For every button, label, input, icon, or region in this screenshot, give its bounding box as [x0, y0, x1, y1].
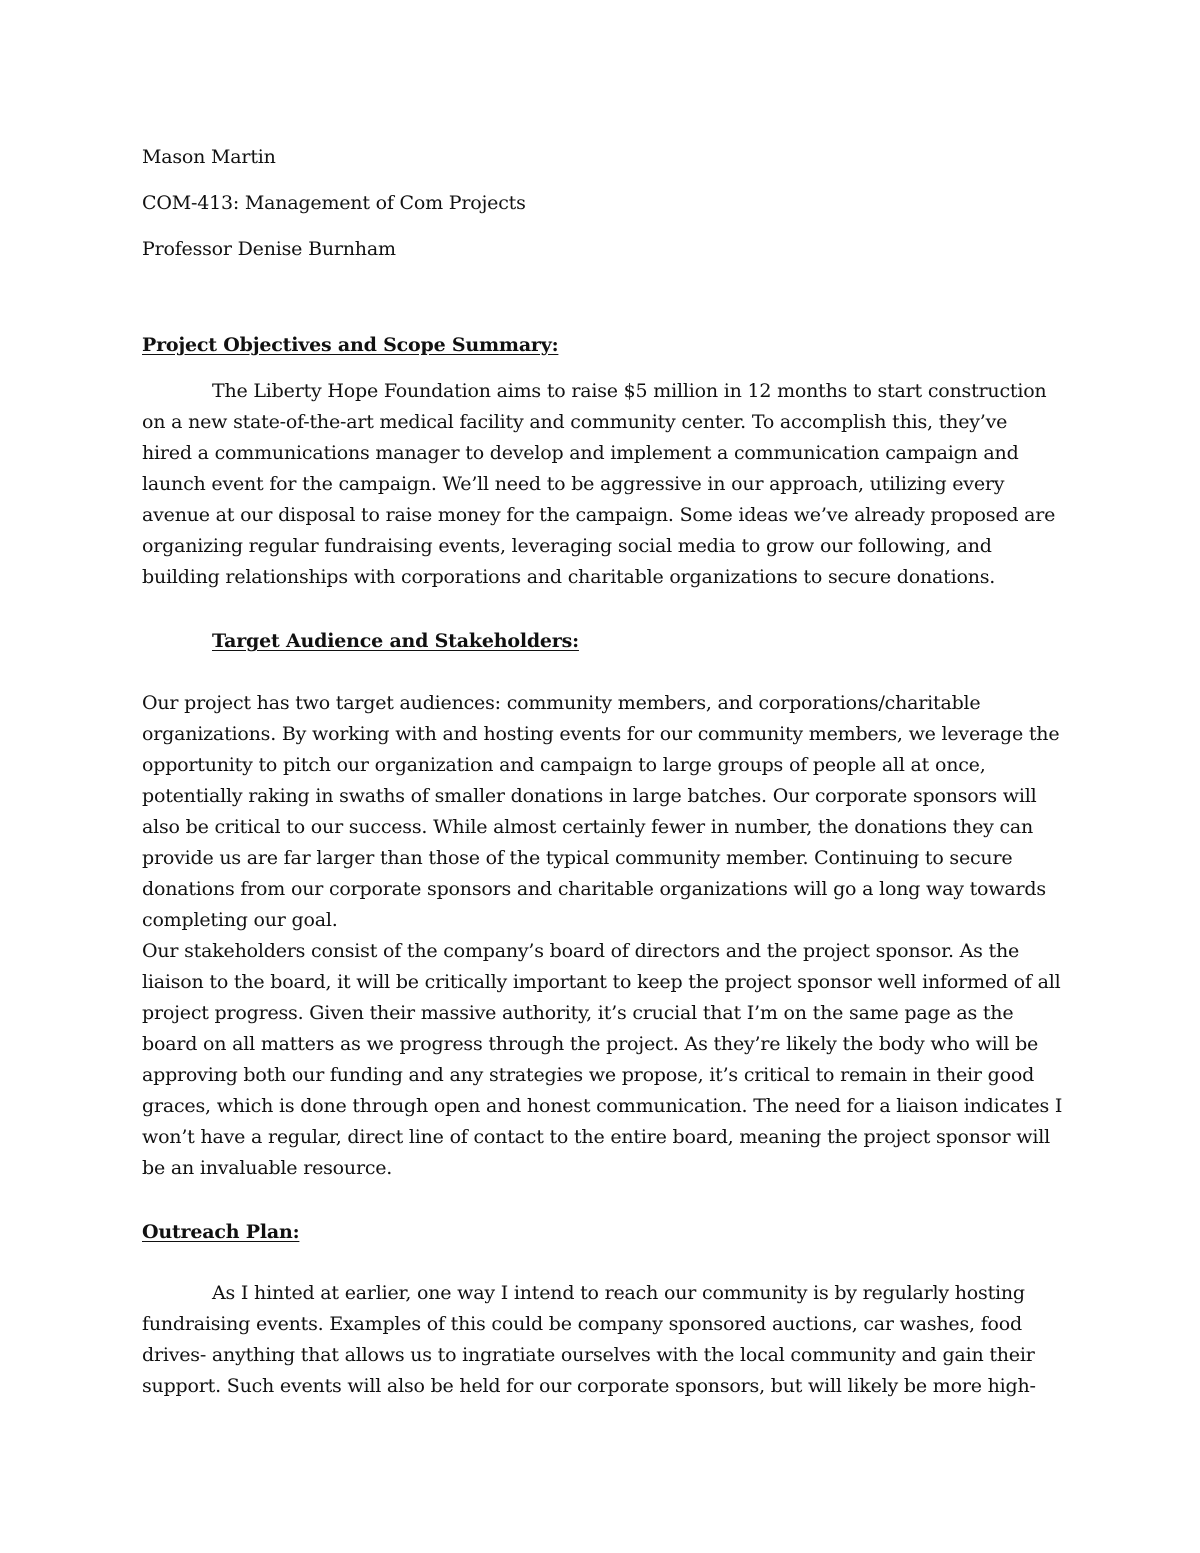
paragraph-line: organizations. By working with and hosting events for our community members, we leverage the [142, 723, 1060, 745]
paragraph-line: won’t have a regular, direct line of contact to the entire board, meaning the project sponsor will [142, 1126, 1050, 1148]
paragraph-line: approving both our funding and any strategies we propose, it’s critical to remain in their good [142, 1064, 1035, 1086]
paragraph-line: project progress. Given their massive authority, it’s crucial that I’m on the same page as the [142, 1002, 1014, 1024]
paragraph-line: avenue at our disposal to raise money for the campaign. Some ideas we’ve already proposed are [142, 504, 1056, 526]
paragraph-line: drives- anything that allows us to ingratiate ourselves with the local community and gain their [142, 1344, 1035, 1366]
paragraph-line: completing our goal. [142, 909, 338, 931]
paragraph-line: support. Such events will also be held for our corporate sponsors, but will likely be more high- [142, 1375, 1036, 1397]
paragraph-line: also be critical to our success. While almost certainly fewer in number, the donations they can [142, 816, 1034, 838]
paragraph-line: opportunity to pitch our organization and campaign to large groups of people all at once, [142, 754, 986, 776]
paragraph-line: building relationships with corporations and charitable organizations to secure donations. [142, 566, 996, 588]
paragraph-line: The Liberty Hope Foundation aims to raise $5 million in 12 months to start construction [212, 380, 1047, 402]
professor-name: Professor Denise Burnham [142, 238, 396, 260]
author-name: Mason Martin [142, 146, 276, 168]
section-heading-audience: Target Audience and Stakeholders: [212, 630, 579, 652]
paragraph-line: provide us are far larger than those of the typical community member. Continuing to secure [142, 847, 1013, 869]
paragraph-line: hired a communications manager to develop and implement a communication campaign and [142, 442, 1019, 464]
paragraph-line: launch event for the campaign. We’ll need to be aggressive in our approach, utilizing every [142, 473, 1005, 495]
section-heading-objectives: Project Objectives and Scope Summary: [142, 334, 559, 356]
paragraph-line: organizing regular fundraising events, leveraging social media to grow our following, and [142, 535, 992, 557]
paragraph-line: Our project has two target audiences: community members, and corporations/charitable [142, 692, 981, 714]
course-title: COM-413: Management of Com Projects [142, 192, 526, 214]
paragraph-line: As I hinted at earlier, one way I intend to reach our community is by regularly hosting [212, 1282, 1025, 1304]
paragraph-line: graces, which is done through open and honest communication. The need for a liaison indicates I [142, 1095, 1063, 1117]
paragraph-line: donations from our corporate sponsors and charitable organizations will go a long way towards [142, 878, 1046, 900]
paragraph-line: Our stakeholders consist of the company’s board of directors and the project sponsor. As the [142, 940, 1020, 962]
paragraph-line: on a new state-of-the-art medical facility and community center. To accomplish this, they’ve [142, 411, 1008, 433]
paragraph-line: fundraising events. Examples of this could be company sponsored auctions, car washes, food [142, 1313, 1022, 1335]
paragraph-line: liaison to the board, it will be critically important to keep the project sponsor well informed of all [142, 971, 1061, 993]
paragraph-line: potentially raking in swaths of smaller donations in large batches. Our corporate sponsors will [142, 785, 1037, 807]
section-heading-outreach: Outreach Plan: [142, 1221, 300, 1243]
paragraph-line: board on all matters as we progress through the project. As they’re likely the body who will be [142, 1033, 1039, 1055]
paragraph-line: be an invaluable resource. [142, 1157, 393, 1179]
